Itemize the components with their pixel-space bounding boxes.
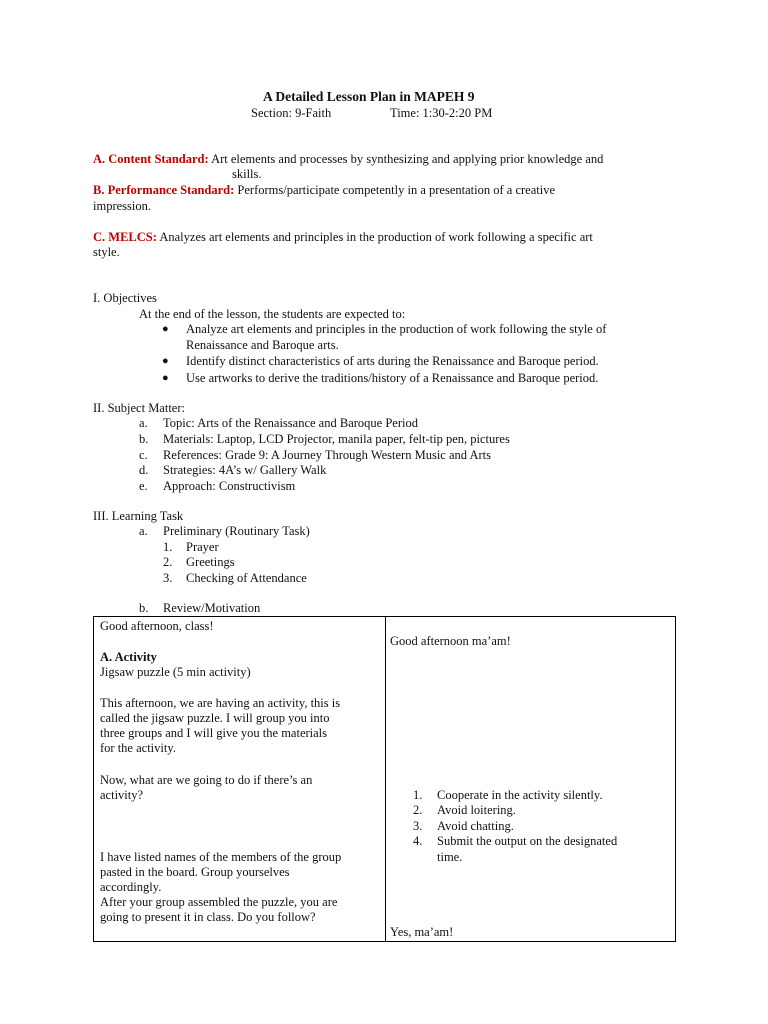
- routine-marker: 2.: [163, 555, 173, 569]
- content-standard-label: A. Content Standard:: [93, 152, 209, 166]
- content-standard-cont: skills.: [232, 167, 262, 181]
- teacher-text: three groups and I will give you the materials: [100, 726, 328, 740]
- rule-marker: 4.: [413, 834, 423, 848]
- section-info: Section: 9-Faith: [251, 106, 332, 120]
- routine-greetings: Greetings: [186, 555, 235, 569]
- lesson-table: [93, 616, 676, 942]
- routine-attendance: Checking of Attendance: [186, 571, 307, 585]
- content-standard-text: Art elements and processes by synthesizing and applying prior knowledge and: [211, 152, 604, 166]
- subject-materials: Materials: Laptop, LCD Projector, manila paper, felt-tip pen, pictures: [163, 432, 510, 446]
- teacher-text: pasted in the board. Group yourselves: [100, 865, 290, 879]
- melcs-text: Analyzes art elements and principles in the production of work following a specific art: [159, 230, 593, 244]
- rule-marker: 3.: [413, 819, 423, 833]
- teacher-greeting: Good afternoon, class!: [100, 619, 214, 633]
- subject-strategies: Strategies: 4A’s w/ Gallery Walk: [163, 463, 327, 477]
- subject-marker: a.: [139, 416, 148, 430]
- subject-references: References: Grade 9: A Journey Through Western Music and Arts: [163, 448, 491, 462]
- bullet-icon: ●: [162, 372, 169, 384]
- rule-marker: 2.: [413, 803, 423, 817]
- teacher-text: I have listed names of the members of the group: [100, 850, 342, 864]
- teacher-text: going to present it in class. Do you follow?: [100, 910, 316, 924]
- rule-marker: 1.: [413, 788, 423, 802]
- teacher-text: called the jigsaw puzzle. I will group you into: [100, 711, 330, 725]
- routine-prayer: Prayer: [186, 540, 219, 554]
- task-marker: b.: [139, 601, 149, 615]
- activity-name: Jigsaw puzzle (5 min activity): [100, 665, 251, 679]
- melcs-cont: style.: [93, 245, 120, 259]
- preliminary-task: Preliminary (Routinary Task): [163, 524, 310, 538]
- rule-item-cont: time.: [437, 850, 463, 864]
- rule-item: Avoid loitering.: [437, 803, 516, 817]
- review-motivation: Review/Motivation: [163, 601, 261, 615]
- teacher-text: for the activity.: [100, 741, 176, 755]
- teacher-text: This afternoon, we are having an activity, this is: [100, 696, 341, 710]
- objective-3: Use artworks to derive the traditions/history of a Renaissance and Baroque period.: [186, 371, 599, 385]
- rule-item: Avoid chatting.: [437, 819, 514, 833]
- melcs-label: C. MELCS:: [93, 230, 157, 244]
- time-info: Time: 1:30-2:20 PM: [390, 106, 493, 120]
- performance-standard-cont: impression.: [93, 199, 151, 213]
- content-standard: [93, 152, 603, 168]
- teacher-text: activity?: [100, 788, 144, 802]
- objectives-intro: At the end of the lesson, the students are expected to:: [139, 307, 406, 321]
- objective-2: Identify distinct characteristics of arts during the Renaissance and Baroque period.: [186, 354, 599, 368]
- teacher-text: After your group assembled the puzzle, you are: [100, 895, 338, 909]
- rule-item: Submit the output on the designated: [437, 834, 618, 848]
- learning-task-heading: III. Learning Task: [93, 509, 184, 523]
- subject-approach: Approach: Constructivism: [163, 479, 296, 493]
- teacher-text: Now, what are we going to do if there’s an: [100, 773, 313, 787]
- teacher-column: [94, 617, 386, 942]
- objective-1-cont: Renaissance and Baroque arts.: [186, 338, 339, 352]
- bullet-icon: ●: [162, 323, 169, 335]
- objectives-heading: I. Objectives: [93, 291, 157, 305]
- subject-marker: d.: [139, 463, 149, 477]
- students-column: [386, 617, 676, 942]
- rule-item: Cooperate in the activity silently.: [437, 788, 603, 802]
- subject-marker: b.: [139, 432, 149, 446]
- teacher-text: accordingly.: [100, 880, 162, 894]
- students-reply: Yes, ma’am!: [390, 925, 454, 939]
- objective-1: Analyze art elements and principles in the production of work following the style of: [186, 322, 607, 336]
- bullet-icon: ●: [162, 355, 169, 367]
- routine-marker: 1.: [163, 540, 173, 554]
- task-marker: a.: [139, 524, 148, 538]
- performance-standard: [93, 183, 555, 199]
- subject-matter-heading: II. Subject Matter:: [93, 401, 185, 415]
- subject-topic: Topic: Arts of the Renaissance and Baroque Period: [163, 416, 418, 430]
- students-greeting: Good afternoon ma’am!: [390, 634, 511, 648]
- routine-marker: 3.: [163, 571, 173, 585]
- subject-marker: e.: [139, 479, 148, 493]
- performance-standard-text: Performs/participate competently in a presentation of a creative: [237, 183, 555, 197]
- performance-standard-label: B. Performance Standard:: [93, 183, 235, 197]
- subject-marker: c.: [139, 448, 148, 462]
- activity-heading: A. Activity: [100, 650, 157, 664]
- melcs: [93, 230, 593, 246]
- page-title: A Detailed Lesson Plan in MAPEH 9: [263, 89, 475, 104]
